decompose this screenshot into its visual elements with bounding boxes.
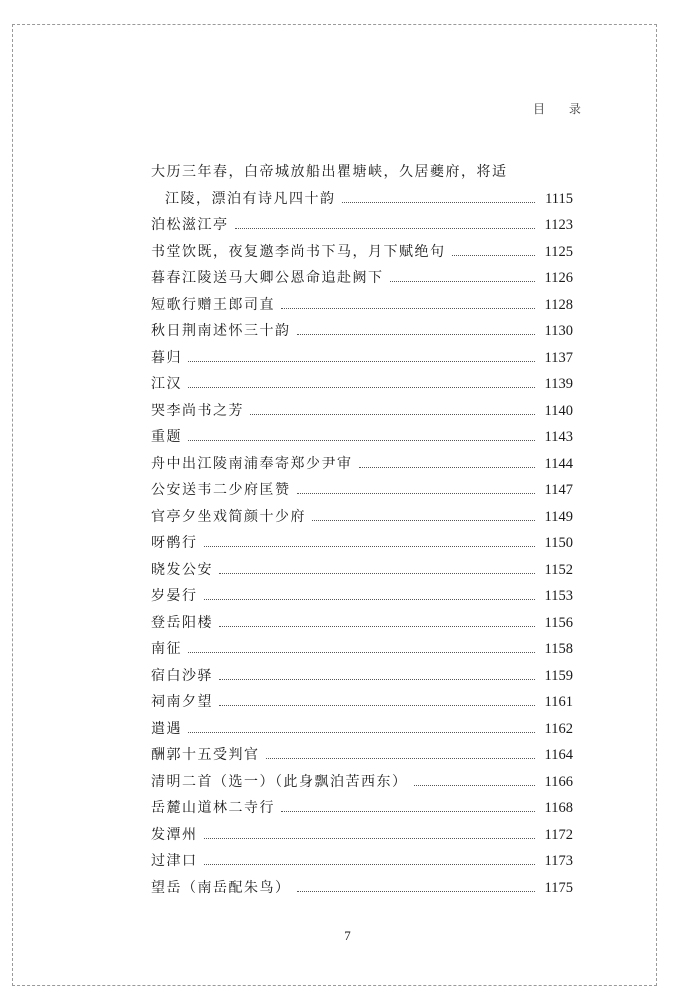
toc-entry[interactable] bbox=[151, 580, 573, 607]
toc-entry[interactable] bbox=[151, 792, 573, 819]
toc-entry-page: 1130 bbox=[544, 323, 573, 339]
leader-dots bbox=[281, 308, 535, 309]
toc-entry-title: 岳麓山道林二寺行 bbox=[151, 800, 275, 816]
leader-dots bbox=[312, 520, 535, 521]
toc-entry-title-continuation: 江陵，漂泊有诗凡四十韵 bbox=[165, 190, 336, 207]
toc-entry-title: 大历三年春，白帝城放船出瞿塘峡，久居夔府，将适 bbox=[151, 164, 508, 180]
toc-entry[interactable] bbox=[151, 394, 573, 421]
toc-entry-title: 清明二首（选一）（此身飘泊苦西东） bbox=[151, 773, 408, 790]
toc-entry[interactable] bbox=[151, 712, 573, 739]
toc-entry-title: 短歌行赠王郎司直 bbox=[151, 296, 275, 313]
toc-entry[interactable] bbox=[151, 818, 573, 845]
toc-entry-page: 1123 bbox=[544, 217, 573, 233]
toc-entry-title: 书堂饮既，夜复邀李尚书下马，月下赋绝句 bbox=[151, 243, 446, 260]
leader-dots bbox=[297, 891, 536, 892]
toc-entry-page: 1164 bbox=[544, 747, 573, 763]
toc-entry-page: 1162 bbox=[544, 720, 573, 737]
leader-dots bbox=[452, 255, 536, 256]
leader-dots bbox=[219, 679, 535, 680]
toc-entry[interactable] bbox=[151, 845, 573, 872]
leader-dots bbox=[297, 334, 536, 335]
toc-entry[interactable] bbox=[151, 182, 573, 209]
toc-entry-title: 泊松滋江亭 bbox=[151, 217, 229, 233]
toc-entry-title: 遣遇 bbox=[151, 720, 182, 737]
toc-entry-page: 1172 bbox=[544, 826, 573, 843]
toc-entry-page: 1159 bbox=[544, 667, 573, 684]
toc-entry[interactable] bbox=[151, 262, 573, 289]
leader-dots bbox=[266, 758, 536, 759]
leader-dots bbox=[390, 281, 536, 282]
leader-dots bbox=[188, 440, 535, 441]
toc-entry[interactable] bbox=[151, 315, 573, 342]
toc-entry[interactable] bbox=[151, 553, 573, 580]
toc-entry-page: 1147 bbox=[544, 482, 573, 498]
toc-entry-title: 暮归 bbox=[151, 349, 182, 366]
leader-dots bbox=[188, 652, 535, 653]
toc-entry[interactable] bbox=[151, 606, 573, 633]
toc-entry[interactable] bbox=[151, 659, 573, 686]
toc-entry-title: 江汉 bbox=[151, 376, 182, 392]
toc-entry-title: 酬郭十五受判官 bbox=[151, 747, 260, 763]
toc-entry-title: 发潭州 bbox=[151, 826, 198, 843]
toc-entry[interactable] bbox=[151, 474, 573, 501]
page-number: 7 bbox=[344, 928, 351, 943]
toc-entry[interactable] bbox=[151, 288, 573, 315]
leader-dots bbox=[204, 599, 536, 600]
leader-dots bbox=[235, 228, 536, 229]
toc-entry-title: 晓发公安 bbox=[151, 561, 213, 578]
toc-entry-title: 公安送韦二少府匡赞 bbox=[151, 482, 291, 498]
toc-entry-page: 1126 bbox=[544, 270, 573, 286]
toc-entry-page: 1143 bbox=[544, 429, 573, 445]
toc-entry-title: 岁晏行 bbox=[151, 588, 198, 604]
toc-entry-title: 官亭夕坐戏简颜十少府 bbox=[151, 508, 306, 525]
toc-entry[interactable] bbox=[151, 739, 573, 766]
toc-entry-line1 bbox=[151, 158, 573, 182]
toc-entry[interactable] bbox=[151, 341, 573, 368]
toc-entry[interactable] bbox=[151, 500, 573, 527]
toc-entry-title: 哭李尚书之芳 bbox=[151, 402, 244, 419]
toc-entry[interactable] bbox=[151, 447, 573, 474]
toc-entry-title: 望岳（南岳配朱鸟） bbox=[151, 879, 291, 896]
toc-entry-title: 宿白沙驿 bbox=[151, 667, 213, 684]
leader-dots bbox=[188, 361, 535, 362]
toc-entry-page: 1125 bbox=[544, 243, 573, 260]
toc-entry-title: 重题 bbox=[151, 429, 182, 445]
leader-dots bbox=[204, 864, 536, 865]
leader-dots bbox=[204, 838, 536, 839]
table-of-contents bbox=[151, 158, 573, 898]
toc-entry-title: 暮春江陵送马大卿公恩命追赴阙下 bbox=[151, 270, 384, 286]
toc-entry-title: 南征 bbox=[151, 641, 182, 657]
toc-entry-page: 1168 bbox=[544, 800, 573, 816]
leader-dots bbox=[219, 705, 535, 706]
toc-entry-page: 1153 bbox=[544, 588, 573, 604]
toc-entry[interactable] bbox=[151, 765, 573, 792]
section-header: 目 录 bbox=[533, 102, 591, 116]
toc-entry-page: 1140 bbox=[544, 402, 573, 419]
toc-entry-title: 秋日荆南述怀三十韵 bbox=[151, 323, 291, 339]
toc-entry-title: 登岳阳楼 bbox=[151, 614, 213, 631]
toc-entry-page: 1144 bbox=[544, 455, 573, 472]
toc-entry-title: 过津口 bbox=[151, 853, 198, 869]
leader-dots bbox=[204, 546, 536, 547]
toc-entry[interactable] bbox=[151, 527, 573, 554]
leader-dots bbox=[359, 467, 536, 468]
leader-dots bbox=[188, 732, 535, 733]
toc-entry-title: 舟中出江陵南浦奉寄郑少尹审 bbox=[151, 455, 353, 472]
toc-entry-page: 1149 bbox=[544, 508, 573, 525]
toc-entry[interactable] bbox=[151, 209, 573, 236]
toc-entry[interactable] bbox=[151, 235, 573, 262]
toc-entry-page: 1139 bbox=[544, 376, 573, 392]
leader-dots bbox=[219, 573, 535, 574]
leader-dots bbox=[342, 202, 536, 203]
toc-entry-page: 1166 bbox=[544, 773, 573, 790]
toc-entry-page: 1158 bbox=[544, 641, 573, 657]
toc-entry-page: 1150 bbox=[544, 535, 573, 551]
toc-entry[interactable] bbox=[151, 686, 573, 713]
leader-dots bbox=[250, 414, 535, 415]
toc-entry[interactable] bbox=[151, 871, 573, 898]
leader-dots bbox=[281, 811, 535, 812]
toc-entry-title: 祠南夕望 bbox=[151, 694, 213, 710]
toc-entry-title: 呀鹘行 bbox=[151, 535, 198, 551]
toc-entry-page: 1175 bbox=[544, 879, 573, 896]
toc-entry[interactable] bbox=[151, 368, 573, 395]
leader-dots bbox=[414, 785, 536, 786]
toc-entry-page: 1156 bbox=[544, 614, 573, 631]
toc-entry-page: 1173 bbox=[544, 853, 573, 869]
toc-entry[interactable] bbox=[151, 633, 573, 660]
toc-entry-page: 1128 bbox=[544, 296, 573, 313]
toc-entry-page: 1137 bbox=[544, 349, 573, 366]
toc-entry-page: 1161 bbox=[544, 694, 573, 710]
leader-dots bbox=[188, 387, 535, 388]
leader-dots bbox=[297, 493, 536, 494]
toc-entry-page: 1115 bbox=[545, 190, 573, 207]
leader-dots bbox=[219, 626, 535, 627]
toc-entry[interactable] bbox=[151, 421, 573, 448]
toc-entry-page: 1152 bbox=[544, 561, 573, 578]
